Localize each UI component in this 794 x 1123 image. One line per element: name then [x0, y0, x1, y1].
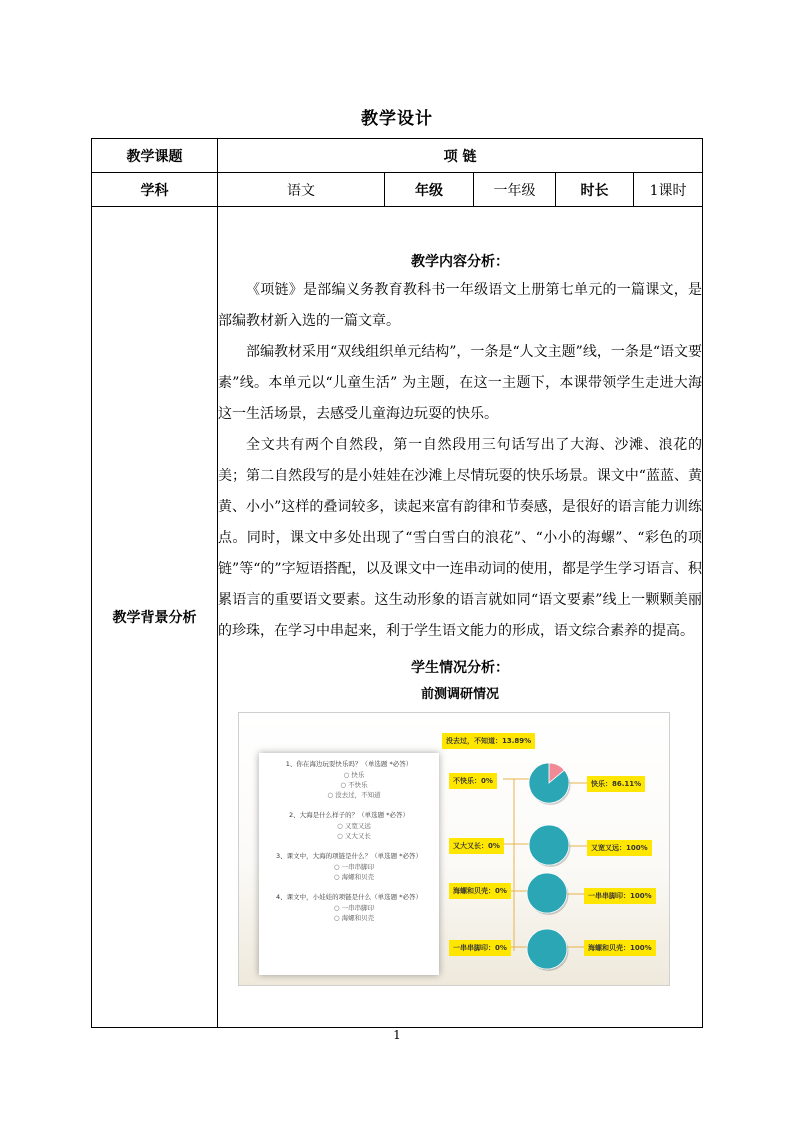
pie4-label-2: 海螺和贝壳：100% [584, 940, 656, 956]
pie2-label-2: 又宽又远：100% [587, 840, 652, 856]
survey-option: ○ 一串串脚印 [333, 862, 375, 871]
student-analysis-heading: 学生情况分析： [411, 659, 510, 676]
paragraph-3: 全文共有两个自然段，第一自然段用三句话写出了大海、沙滩、浪花的美；第二自然段写的是小娃娃在沙滩上尽情玩耍的快乐场景。课文中“蓝蓝、黄黄、小小”这样的叠词较多，读起来富有韵律和节奏感，是很好的语言能力训练点。同时，课文中多处出现了“雪白雪白的浪花”、“小小的海螺”、“彩色的项链”等“的”字短语搭配，以及课文中一连串动词的使用，都是学生学习语言、积累语言的重要语文要素。这生动形象的语言就如同“语文要素”线上一颗颗美丽的珍珠，在学习中串起来，利于学生语文能力的形成，语文综合素养的提高。 [218, 436, 703, 639]
pie2-label-1: 又大又长：0% [449, 838, 504, 854]
subject-label: 学科 [92, 173, 218, 207]
survey-option: ○ 又大又长 [337, 831, 371, 840]
document-title: 教学设计 [361, 109, 433, 129]
survey-chart-title: 前测调研情况 [421, 686, 500, 702]
pie3-slice-2 [527, 873, 567, 913]
topic-label: 教学课题 [92, 139, 218, 173]
survey-figure [238, 712, 670, 986]
survey-option: ○ 没去过，不知道 [327, 790, 381, 799]
survey-question-2: 2、大海是什么样子的？（单选题 *必答） [289, 810, 409, 819]
pie4-slice-2 [527, 929, 567, 969]
pie2-slice-2 [529, 825, 569, 865]
page-number: 1 [393, 1028, 401, 1042]
survey-option: ○ 海螺和贝壳 [333, 872, 375, 881]
grade-value: 一年级 [474, 173, 556, 207]
pie3-label-1: 海螺和贝壳：0% [449, 883, 511, 899]
duration-value: 1课时 [634, 173, 703, 207]
topic-value: 项 链 [218, 139, 703, 173]
subject-value: 语文 [218, 173, 385, 207]
pie4-label-1: 一串串脚印：0% [449, 940, 511, 956]
survey-option: ○ 又宽又远 [337, 821, 371, 830]
duration-label: 时长 [556, 173, 634, 207]
pie1-label-3: 快乐：86.11% [587, 776, 645, 792]
background-label: 教学背景分析 [92, 207, 218, 1028]
survey-option: ○ 一串串脚印 [333, 903, 375, 912]
pie1-label-2: 不快乐：0% [449, 773, 497, 789]
content-analysis-heading: 教学内容分析： [411, 253, 510, 270]
paragraph-1: 《项链》是部编义务教育教科书一年级语文上册第七单元的一篇课文，是部编教材新入选的一篇文章。 [218, 281, 703, 329]
survey-option: ○ 快乐 [343, 770, 365, 779]
paragraph-2: 部编教材采用“双线组织单元结构”，一条是“人文主题”线，一条是“语文要素”线。本单元以“儿童生活” 为主题，在这一主题下，本课带领学生走进大海这一生活场景，去感受儿童海边玩耍的快乐。 [218, 343, 703, 422]
survey-question-3: 3、课文中，大海的项链是什么？（单选题 *必答） [276, 851, 422, 860]
survey-question-4: 4、课文中，小娃娃的项链是什么（单选题 *必答） [276, 892, 422, 901]
survey-option: ○ 海螺和贝壳 [333, 913, 375, 922]
pie1-label-1: 没去过，不知道：13.89% [442, 733, 535, 749]
grade-label: 年级 [385, 173, 474, 207]
pie3-label-2: 一串串脚印：100% [584, 888, 656, 904]
lesson-plan-table [91, 138, 703, 1028]
background-content [218, 207, 703, 1028]
survey-question-1: 1、你在海边玩耍快乐吗？（单选题 *必答） [285, 759, 413, 768]
survey-option: ○ 不快乐 [340, 780, 368, 789]
